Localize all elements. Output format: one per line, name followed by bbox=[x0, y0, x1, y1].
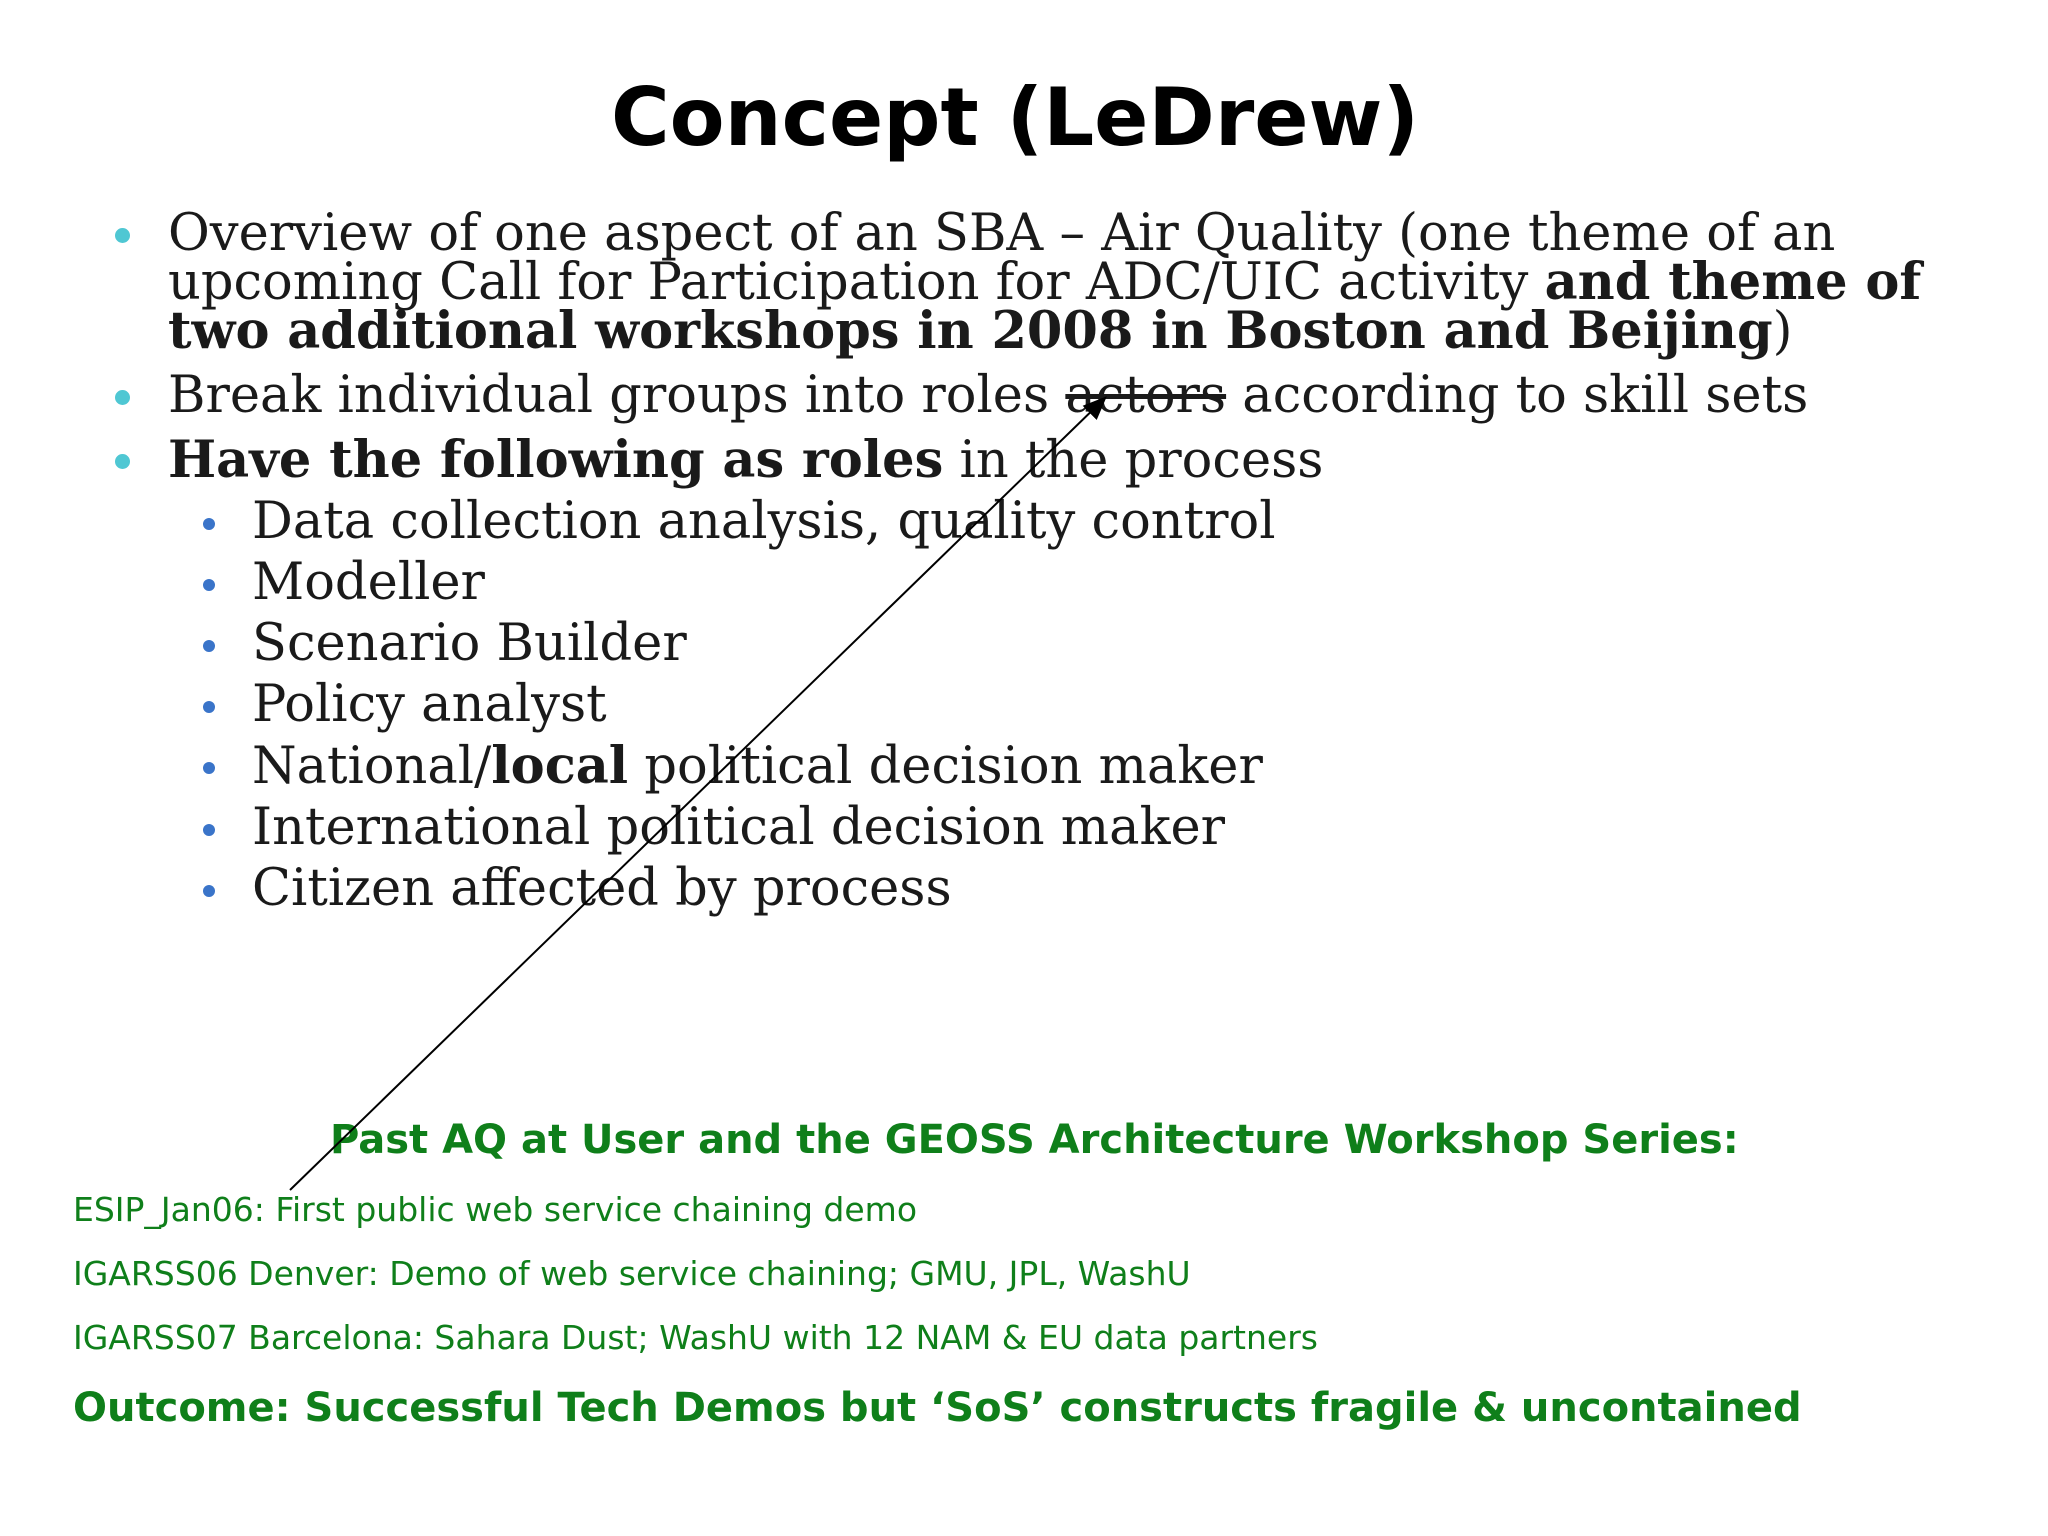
past-workshops-heading: Past AQ at User and the GEOSS Architecture Workshop Series: bbox=[330, 1117, 1739, 1163]
bullet-following-bold: Have the following as roles bbox=[168, 430, 944, 490]
bullet-overview-text: Overview of one aspect of an SBA – Air Quality (one theme of an upcoming Call for Participation for ADC/UIC activity bbox=[168, 204, 1836, 312]
bullet-overview-tail: ) bbox=[1772, 302, 1793, 361]
bullet-roles-before: Break individual groups into roles bbox=[168, 366, 1066, 425]
sub-bullet-national-before: National/ bbox=[252, 737, 492, 796]
sub-bullet-national-bold: local bbox=[491, 736, 629, 796]
past-item: IGARSS06 Denver: Demo of web service chaining; GMU, JPL, WashU bbox=[73, 1254, 1191, 1293]
sub-bullet-text: Modeller bbox=[252, 553, 485, 612]
slide-title: Concept (LeDrew) bbox=[610, 71, 1420, 164]
outcome-statement: Outcome: Successful Tech Demos but ‘SoS’ constructs fragile & uncontained bbox=[73, 1385, 1802, 1431]
bullet-overview-bold: and theme of two additional workshops in 2008 in Boston and Beijing bbox=[168, 252, 1922, 361]
sub-bullet-text: International political decision maker bbox=[252, 798, 1226, 857]
sub-bullet-text: Citizen affected by process bbox=[252, 859, 952, 918]
sub-bullet-text: Policy analyst bbox=[252, 675, 607, 734]
bullet-following-after: in the process bbox=[943, 431, 1324, 490]
past-item: IGARSS07 Barcelona: Sahara Dust; WashU with 12 NAM & EU data partners bbox=[73, 1318, 1318, 1357]
struck-word: actors bbox=[1065, 366, 1227, 425]
sub-bullet-text: Scenario Builder bbox=[252, 614, 687, 673]
sub-bullet-text: Data collection analysis, quality control bbox=[252, 492, 1276, 551]
bullet-roles-after: according to skill sets bbox=[1226, 366, 1809, 425]
sub-bullet-national-after: political decision maker bbox=[628, 737, 1263, 796]
past-item: ESIP_Jan06: First public web service chaining demo bbox=[73, 1190, 918, 1229]
